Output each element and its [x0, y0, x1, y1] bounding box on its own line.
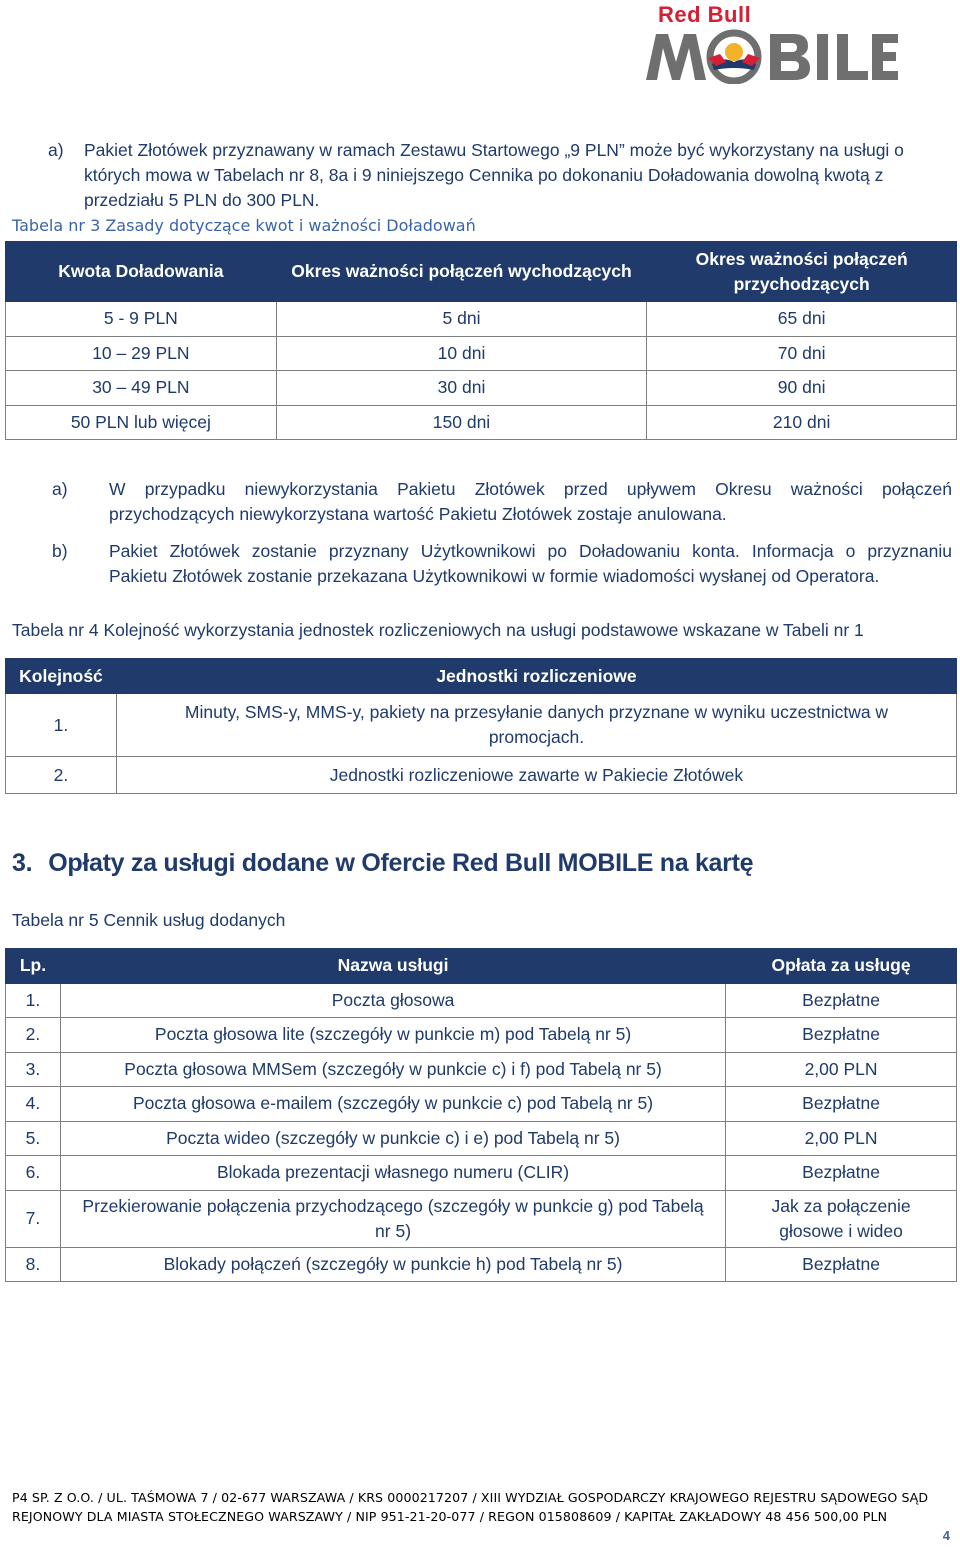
footer-line: REJONOWY DLA MIASTA STOŁECZNEGO WARSZAWY / NIP 951-21-20-077 / REGON 015808609 / KAPITAŁ ZAKŁADOWY 48 456 500,00 PLN: [12, 1509, 888, 1524]
header-cell: Jednostki rozliczeniowe: [116, 659, 956, 694]
table-row: [6, 1087, 957, 1122]
table-cell: 65 dni: [647, 302, 957, 337]
table-cell: 30 dni: [276, 371, 647, 406]
table5-caption: Tabela nr 5 Cennik usług dodanych: [12, 910, 286, 930]
table-row: [6, 983, 957, 1018]
table5-services-pricing: [5, 948, 957, 1282]
table-cell: 4.: [6, 1087, 61, 1122]
table-cell: Bezpłatne: [726, 1087, 957, 1122]
table-cell: 2.: [6, 757, 117, 794]
table-row: [6, 1190, 957, 1247]
table-cell: 1.: [6, 983, 61, 1018]
table4-caption: Tabela nr 4 Kolejność wykorzystania jednostek rozliczeniowych na usługi podstawowe wskazane w Tabeli nr 1: [12, 620, 864, 640]
header-cell: Lp.: [6, 949, 61, 984]
table-cell: Jak za połączenie głosowe i wideo: [726, 1190, 957, 1247]
table-cell: 2,00 PLN: [726, 1121, 957, 1156]
table-cell: Bezpłatne: [726, 983, 957, 1018]
header-cell: Kolejność: [6, 659, 117, 694]
table-cell: 30 – 49 PLN: [6, 371, 277, 406]
table4-usage-order: [5, 658, 957, 794]
note-marker: b): [52, 541, 68, 561]
intro-paragraph: [48, 138, 953, 213]
table-cell: Bezpłatne: [726, 1018, 957, 1053]
section-heading: [12, 849, 753, 878]
logo-mobile-wordmark: [642, 26, 900, 84]
table-row: [6, 1121, 957, 1156]
table-header-row: [6, 659, 957, 694]
note-line: Pakietu Złotówek zostanie przekazana Użytkownikowi w formie wiadomości wysłanej od Operatora.: [109, 566, 880, 586]
table-cell: 2,00 PLN: [726, 1052, 957, 1087]
table-cell: Blokady połączeń (szczegóły w punkcie h) pod Tabelą nr 5): [60, 1247, 725, 1282]
table-cell: Bezpłatne: [726, 1156, 957, 1191]
table3-caption: Tabela nr 3 Zasady dotyczące kwot i ważności Doładowań: [12, 216, 476, 235]
table-cell: 70 dni: [647, 336, 957, 371]
header-cell: Opłata za usługę: [726, 949, 957, 984]
table-cell: Poczta wideo (szczegóły w punkcie c) i e) pod Tabelą nr 5): [60, 1121, 725, 1156]
table-cell: 1.: [6, 694, 117, 757]
section-title: Opłaty za usługi dodane w Ofercie Red Bull MOBILE na kartę: [48, 849, 754, 877]
note-marker: a): [52, 479, 68, 499]
header-cell: Kwota Doładowania: [6, 242, 277, 302]
table-header-row: [6, 949, 957, 984]
table-cell: Blokada prezentacji własnego numeru (CLIR): [60, 1156, 725, 1191]
table-cell: Poczta głosowa e-mailem (szczegóły w punkcie c) pod Tabelą nr 5): [60, 1087, 725, 1122]
table-row: [6, 757, 957, 794]
header-cell: Okres ważności połączeń wychodzących: [276, 242, 647, 302]
table-row: [6, 302, 957, 337]
table-row: [6, 1247, 957, 1282]
header-cell: Nazwa usługi: [60, 949, 725, 984]
red-bull-mobile-logo: [640, 2, 900, 84]
table-cell: Przekierowanie połączenia przychodzącego (szczegóły w punkcie g) pod Tabelą nr 5): [60, 1190, 725, 1247]
table-row: [6, 1018, 957, 1053]
table-row: [6, 371, 957, 406]
intro-line: których mowa w Tabelach nr 8, 8a i 9 niniejszego Cennika po dokonaniu Doładowania dowolną kwotą z: [84, 165, 884, 185]
table-cell: 5 dni: [276, 302, 647, 337]
table3-recharge-rules: [5, 241, 957, 440]
table-row: [6, 405, 957, 440]
table-cell: 8.: [6, 1247, 61, 1282]
note-line: Pakiet Złotówek zostanie przyznany Użytkownikowi po Doładowaniu konta. Informacja o przyznaniu: [109, 541, 952, 561]
table-cell: Poczta głosowa: [60, 983, 725, 1018]
intro-line: Pakiet Złotówek przyznawany w ramach Zestawu Startowego „9 PLN” może być wykorzystany na usługi o: [84, 140, 904, 160]
logo-red-bull-text: Red Bull: [658, 2, 752, 27]
table-row: [6, 694, 957, 757]
table-cell: 10 – 29 PLN: [6, 336, 277, 371]
table-row: [6, 1156, 957, 1191]
table-cell: 50 PLN lub więcej: [6, 405, 277, 440]
table-cell: Poczta głosowa lite (szczegóły w punkcie m) pod Tabelą nr 5): [60, 1018, 725, 1053]
table-cell: 5.: [6, 1121, 61, 1156]
note-line: przychodzących niewykorzystana wartość Pakietu Złotówek zostaje anulowana.: [109, 504, 727, 524]
page-number: 4: [942, 1528, 950, 1543]
note-a: [52, 477, 952, 527]
table-cell: 210 dni: [647, 405, 957, 440]
table-cell: 90 dni: [647, 371, 957, 406]
intro-line: przedziału 5 PLN do 300 PLN.: [84, 190, 320, 210]
table-cell: 10 dni: [276, 336, 647, 371]
table-header-row: [6, 242, 957, 302]
note-b: [52, 539, 952, 589]
table-row: [6, 336, 957, 371]
table-cell: Bezpłatne: [726, 1247, 957, 1282]
note-line: W przypadku niewykorzystania Pakietu Złotówek przed upływem Okresu ważności połączeń: [109, 479, 952, 499]
table-cell: Jednostki rozliczeniowe zawarte w Pakiecie Złotówek: [116, 757, 956, 794]
table-cell: Poczta głosowa MMSem (szczegóły w punkcie c) i f) pod Tabelą nr 5): [60, 1052, 725, 1087]
table-cell: Minuty, SMS-y, MMS-y, pakiety na przesyłanie danych przyznane w wyniku uczestnictwa w promocjach.: [116, 694, 956, 757]
table-row: [6, 1052, 957, 1087]
table-cell: 2.: [6, 1018, 61, 1053]
table-cell: 6.: [6, 1156, 61, 1191]
section-number: 3.: [12, 849, 33, 877]
header-cell: Okres ważności połączeń przychodzących: [647, 242, 957, 302]
table-cell: 3.: [6, 1052, 61, 1087]
table-cell: 5 - 9 PLN: [6, 302, 277, 337]
table-cell: 150 dni: [276, 405, 647, 440]
footer-line: P4 SP. Z O.O. / UL. TAŚMOWA 7 / 02-677 WARSZAWA / KRS 0000217207 / XIII WYDZIAŁ GOSPODARCZY KRAJOWEGO REJESTRU SĄDOWEGO SĄD: [12, 1490, 929, 1505]
table-cell: 7.: [6, 1190, 61, 1247]
intro-marker: a): [48, 140, 64, 160]
